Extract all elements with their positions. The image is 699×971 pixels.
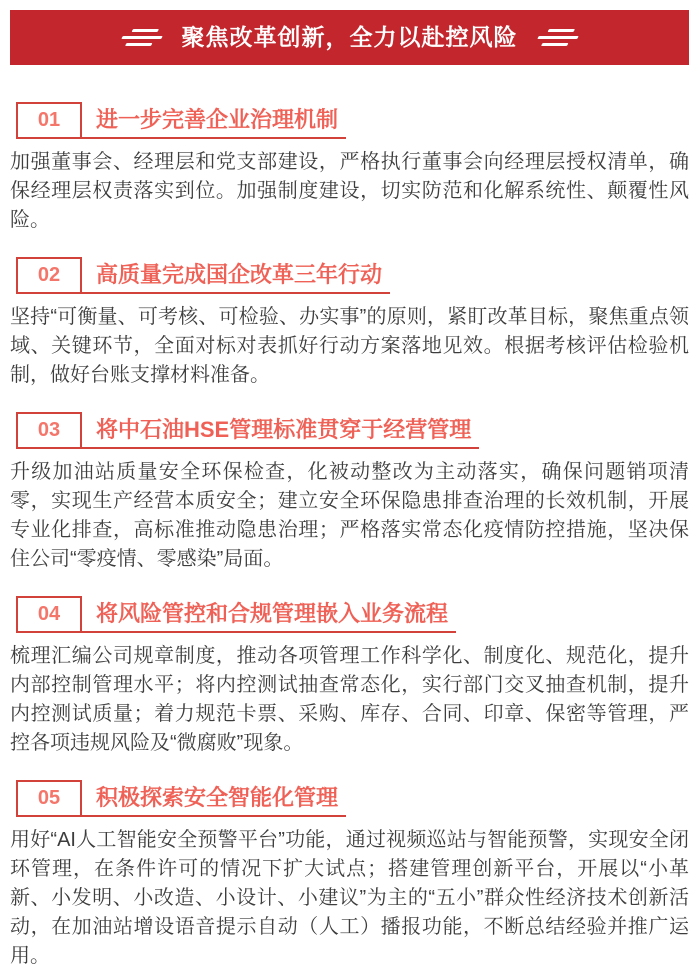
section-title: 将中石油HSE管理标准贯穿于经营管理 (96, 417, 472, 442)
banner-title: 聚焦改革创新，全力以赴控风险 (181, 24, 518, 50)
section-04 (0, 596, 699, 758)
section-number-badge (16, 596, 82, 631)
section-02-heading (16, 257, 390, 294)
section-title: 高质量完成国企改革三年行动 (96, 262, 383, 287)
section-body: 升级加油站质量安全环保检查，化被动整改为主动落实，确保问题销项清零，实现生产经营本质安全；建立安全环保隐患排查治理的长效机制，开展专业化排查，高标准推动隐患治理；严格落实常态化疫情防控措施，坚决保住公司“零疫情、零感染”局面。 (10, 461, 689, 570)
section-title: 将风险管控和合规管理嵌入业务流程 (96, 601, 449, 626)
section-title: 积极探索安全智能化管理 (96, 785, 339, 810)
section-body: 梳理汇编公司规章制度，推动各项管理工作科学化、制度化、规范化，提升内部控制管理水平；将内控测试抽查常态化，实行部门交叉抽查机制，提升内控测试质量；着力规范卡票、采购、库存、合同、印章、保密等管理，严控各项违规风险及“微腐败”现象。 (10, 645, 689, 754)
section-number: 01 (37, 109, 61, 131)
section-04-heading (16, 596, 456, 633)
triple-lines-icon (534, 29, 582, 46)
section-03-heading (16, 412, 479, 449)
section-05-heading (16, 780, 346, 817)
section-01-heading (16, 102, 346, 139)
section-number-badge (16, 412, 82, 447)
section-05 (0, 780, 699, 971)
section-number: 05 (37, 787, 61, 809)
banner (10, 10, 689, 65)
section-number: 04 (37, 603, 61, 625)
section-title: 进一步完善企业治理机制 (96, 107, 339, 132)
section-number: 03 (37, 419, 61, 441)
triple-lines-icon (118, 29, 166, 46)
section-number: 02 (37, 264, 61, 286)
section-number-badge (16, 780, 82, 815)
section-03 (0, 412, 699, 574)
section-body: 用好“AI人工智能安全预警平台”功能，通过视频巡站与智能预警，实现安全闭环管理，在条件许可的情况下扩大试点；搭建管理创新平台，开展以“小革新、小发明、小改造、小设计、小建议”为主的“五小”群众性经济技术创新活动，在加油站增设语音提示自动（人工）播报功能，不断总结经验并推广运用。 (10, 829, 689, 967)
section-number-badge (16, 257, 82, 292)
section-body: 加强董事会、经理层和党支部建设，严格执行董事会向经理层授权清单，确保经理层权责落实到位。加强制度建设，切实防范和化解系统性、颠覆性风险。 (10, 151, 689, 231)
section-01 (0, 102, 699, 235)
section-02 (0, 257, 699, 390)
section-number-badge (16, 102, 82, 137)
section-body: 坚持“可衡量、可考核、可检验、办实事”的原则，紧盯改革目标，聚焦重点领域、关键环节，全面对标对表抓好行动方案落地见效。根据考核评估检验机制，做好台账支撑材料准备。 (10, 306, 689, 386)
